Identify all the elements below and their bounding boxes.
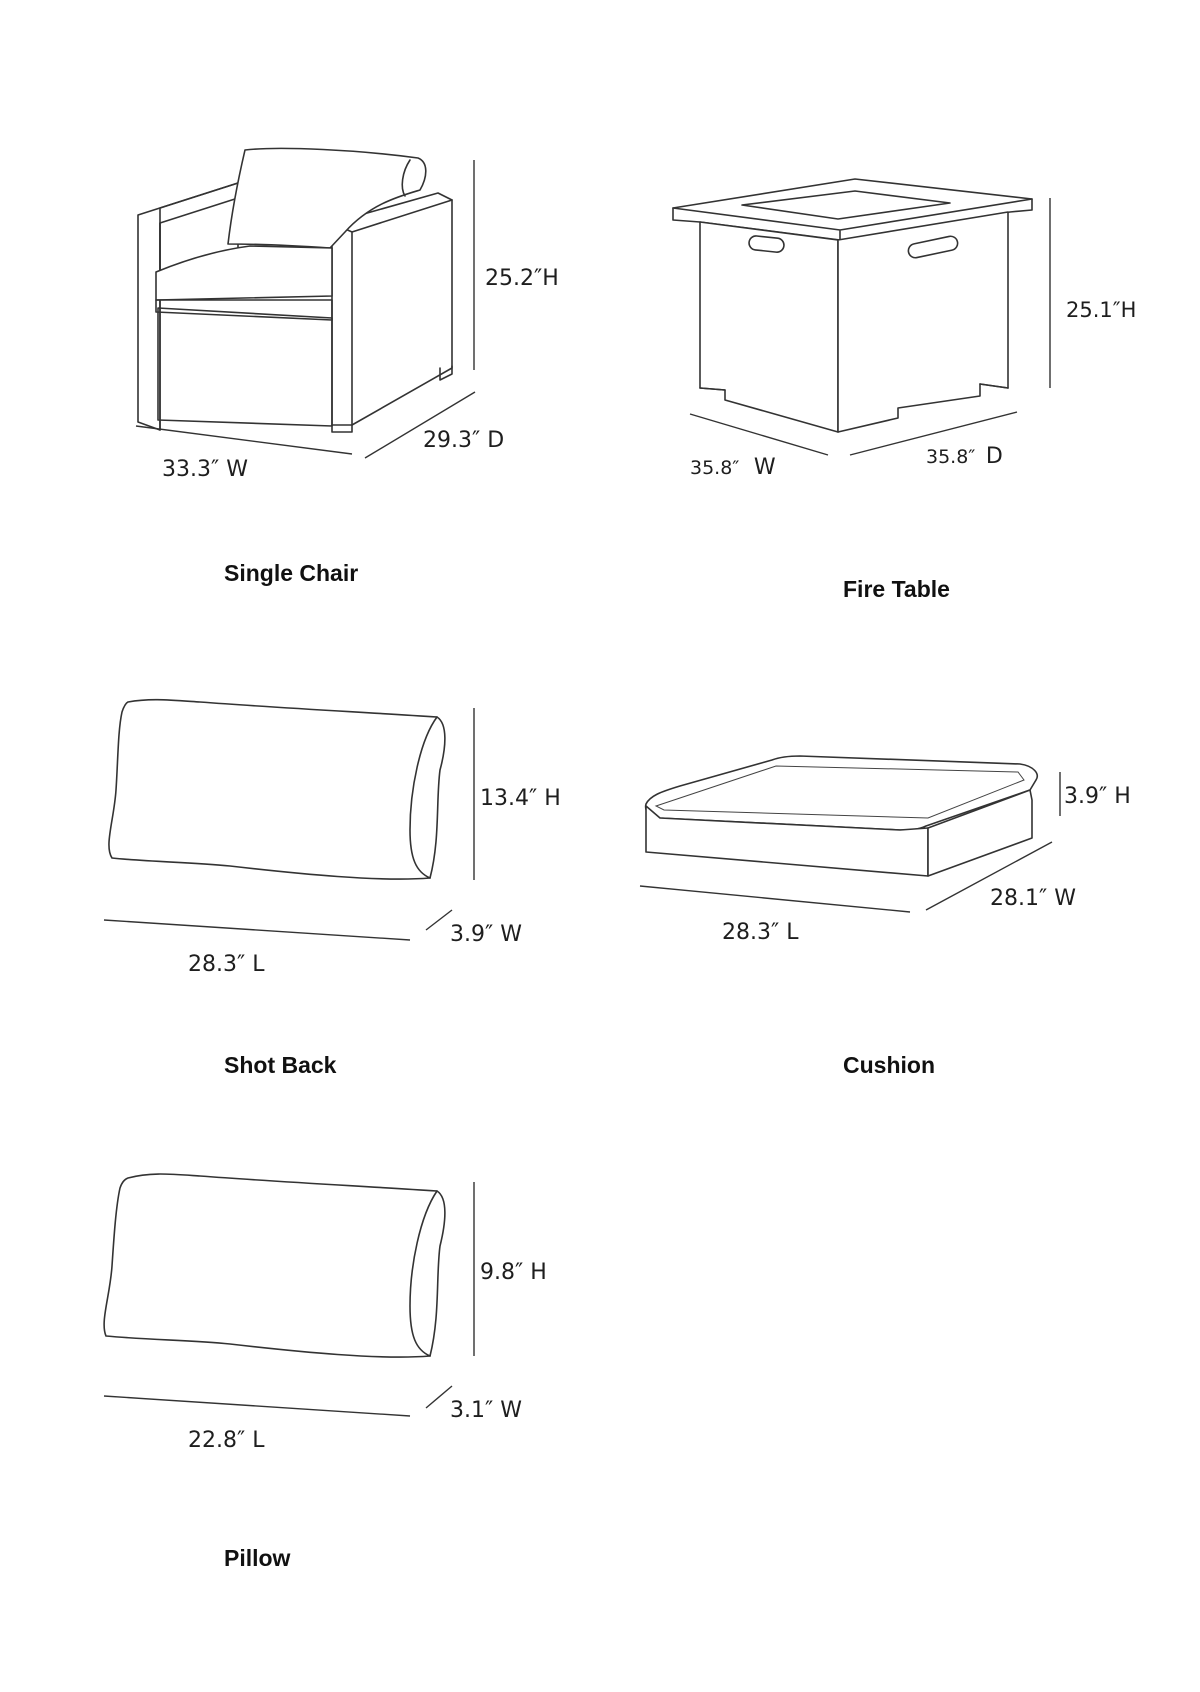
shot-back-width-label: 3.9″ W [450,922,522,947]
pillow-width-label: 3.1″ W [450,1398,522,1423]
single-chair-width-label: 33.3″ W [162,457,248,482]
pillow-title: Pillow [224,1545,291,1571]
shot-back-height-label: 13.4″ H [480,786,561,811]
pillow-height-label: 9.8″ H [480,1260,547,1285]
single-chair-depth-label: 29.3″ D [423,428,505,453]
cushion-title: Cushion [843,1052,935,1078]
single-chair-height-label: 25.2″H [485,266,559,291]
fire-table-width-unit: W [753,455,776,480]
pillow-length-label: 22.8″ L [188,1428,265,1453]
cushion-length-label: 28.3″ L [722,920,799,945]
fire-table-depth-unit: D [985,444,1003,469]
shot-back-title: Shot Back [224,1052,337,1078]
fire-table-title: Fire Table [843,576,950,602]
fire-table-height-label: 25.1″H [1066,298,1137,322]
cushion-height-label: 3.9″ H [1064,784,1131,809]
fire-table-width-value: 35.8″ [690,457,740,479]
fire-table-depth-value: 35.8″ [926,446,976,468]
single-chair-title: Single Chair [224,560,359,586]
shot-back-length-label: 28.3″ L [188,952,265,977]
cushion-width-label: 28.1″ W [990,886,1076,911]
